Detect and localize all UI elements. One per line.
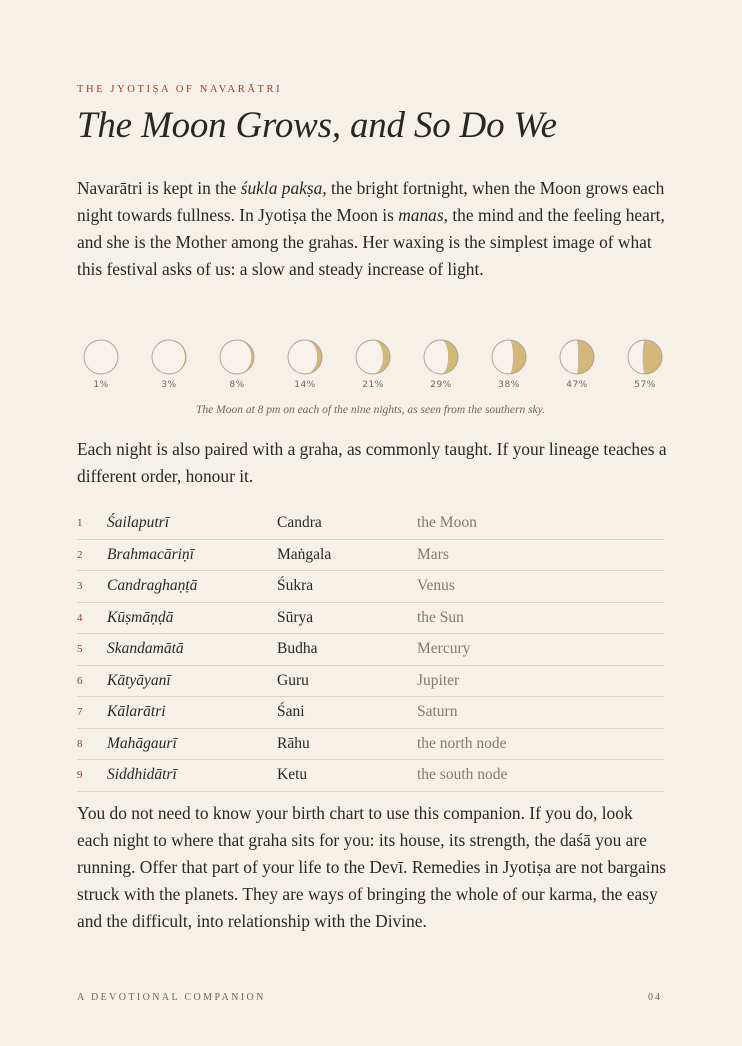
graha-name: Śani — [277, 703, 305, 721]
moon-icon — [627, 339, 663, 375]
planet-name: the north node — [417, 734, 507, 752]
pairing-paragraph: Each night is also paired with a graha, as commonly taught. If your lineage teaches a different order, honour it. — [77, 439, 667, 486]
moon-phase-6 — [421, 339, 461, 390]
section-eyebrow: THE JYOTIṢA OF NAVARĀTRI — [77, 84, 283, 95]
night-number: 3 — [77, 580, 83, 593]
graha-name: Candra — [277, 514, 322, 532]
moon-illumination-label: 47% — [566, 380, 588, 390]
planet-name: Mercury — [417, 640, 471, 658]
moon-illumination-label: 29% — [430, 380, 452, 390]
graha-name: Budha — [277, 640, 318, 658]
planet-name: the Sun — [417, 608, 464, 626]
moon-illumination-label: 1% — [93, 380, 109, 390]
night-number: 6 — [77, 674, 83, 687]
goddess-name: Candraghaṇṭā — [107, 577, 198, 595]
moon-icon — [559, 339, 595, 375]
planet-name: Jupiter — [417, 671, 460, 689]
table-row — [77, 508, 664, 540]
moon-icon — [151, 339, 187, 375]
moon-phase-1 — [81, 339, 121, 390]
table-row — [77, 697, 664, 729]
goddess-name: Śailaputrī — [107, 514, 170, 532]
moon-icon — [83, 339, 119, 375]
moon-phase-strip — [81, 339, 665, 390]
table-row — [77, 666, 664, 698]
moon-icon — [287, 339, 323, 375]
moon-illumination-label: 3% — [161, 380, 177, 390]
moon-phase-5 — [353, 339, 393, 390]
moon-lit-portion — [577, 340, 594, 374]
night-number: 7 — [77, 706, 83, 719]
graha-name: Guru — [277, 671, 309, 689]
moon-phase-9 — [625, 339, 665, 390]
moon-illumination-label: 21% — [362, 380, 384, 390]
moon-illumination-label: 14% — [294, 380, 316, 390]
planet-name: the south node — [417, 766, 508, 784]
moon-illumination-label: 8% — [229, 380, 245, 390]
graha-name: Sūrya — [277, 608, 314, 626]
planet-name: the Moon — [417, 514, 477, 532]
intro-text-3: , the mind and the feeling heart, and she is the Mother among the grahas. Her waxing is the simplest image of what this festival asks of us: a slow and steady increase of light. — [77, 205, 665, 279]
goddess-name: Kātyāyanī — [107, 671, 171, 689]
intro-text-1: Navarātri is kept in the — [77, 178, 241, 198]
table-row — [77, 540, 664, 572]
graha-name: Śukra — [277, 577, 314, 595]
table-row — [77, 571, 664, 603]
goddess-name: Kūṣmāṇḍā — [107, 608, 174, 626]
planet-name: Venus — [417, 577, 455, 595]
goddess-name: Brahmacāriṇī — [107, 545, 194, 563]
intro-paragraph — [77, 175, 667, 283]
night-number: 4 — [77, 611, 83, 624]
page-number: 04 — [648, 992, 662, 1003]
planet-name: Saturn — [417, 703, 458, 721]
graha-name: Ketu — [277, 766, 308, 784]
closing-paragraph: You do not need to know your birth chart to use this companion. If you do, look each night to where that graha sits for you: its house, its strength, the daśā you are running. Offer that part of your life to the Devī. Remedies in Jyotiṣa are not bargains struck with the planets. They are ways of bringing the whole of our karma, the easy and the difficult, into relationship with the Divine. — [77, 803, 667, 931]
moon-phase-4 — [285, 339, 325, 390]
goddess-name: Skandamātā — [107, 640, 184, 658]
page-title: The Moon Grows, and So Do We — [77, 105, 557, 146]
moon-icon — [219, 339, 255, 375]
moon-icon — [355, 339, 391, 375]
intro-emphasis-2: manas — [398, 205, 444, 225]
intro-emphasis-1: śukla pakṣa — [240, 178, 323, 198]
footer-title: A DEVOTIONAL COMPANION — [77, 992, 266, 1003]
moon-illumination-label: 57% — [634, 380, 656, 390]
goddess-name: Mahāgaurī — [107, 734, 177, 752]
intro-text-2: , the bright fortnight, when the Moon grows each night towards fullness. In Jyotiṣa the Moon is — [77, 178, 665, 225]
night-number: 9 — [77, 769, 83, 782]
graha-name: Maṅgala — [277, 545, 332, 563]
graha-table — [77, 508, 664, 792]
table-row — [77, 603, 664, 635]
table-row — [77, 760, 664, 792]
moon-phase-caption: The Moon at 8 pm on each of the nine nights, as seen from the southern sky. — [195, 404, 545, 416]
moon-illumination-label: 38% — [498, 380, 520, 390]
page — [77, 0, 667, 1046]
night-number: 2 — [77, 548, 83, 561]
night-number: 5 — [77, 643, 83, 656]
moon-phase-8 — [557, 339, 597, 390]
night-number: 1 — [77, 517, 83, 530]
planet-name: Mars — [417, 545, 449, 563]
goddess-name: Siddhidātrī — [107, 766, 177, 784]
moon-phase-2 — [149, 339, 189, 390]
moon-icon — [423, 339, 459, 375]
table-row — [77, 634, 664, 666]
moon-phase-3 — [217, 339, 257, 390]
goddess-name: Kālarātri — [107, 703, 166, 721]
moon-lit-portion — [643, 340, 662, 374]
moon-icon — [491, 339, 527, 375]
moon-phase-7 — [489, 339, 529, 390]
graha-name: Rāhu — [277, 734, 310, 752]
table-row — [77, 729, 664, 761]
night-number: 8 — [77, 737, 83, 750]
